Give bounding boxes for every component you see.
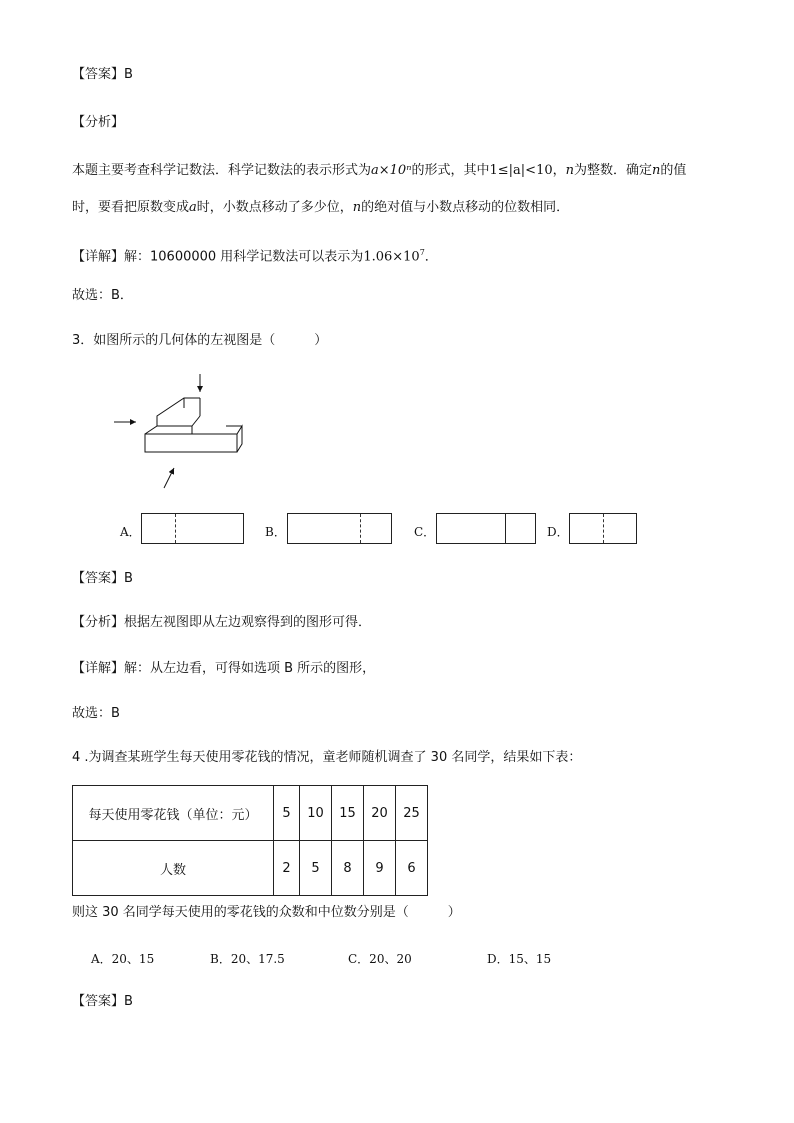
option-d-label: D． <box>547 525 569 539</box>
answer-label: 【答案】B <box>72 994 133 1009</box>
pocket-money-table <box>72 785 428 896</box>
analysis-text: ， <box>552 163 566 178</box>
analysis-text: 的绝对值与小数点移动的位数相同． <box>361 200 570 215</box>
table-cell: 5 <box>274 786 300 841</box>
question-4: 4 .为调查某班学生每天使用零花钱的情况，童老师随机调查了 30 名同学，结果如下表： <box>72 750 582 765</box>
scientific-exponent: 7 <box>419 248 425 257</box>
analysis-text: 为整数．确定 <box>574 163 653 178</box>
choose-line: 故选：B <box>72 706 120 721</box>
scientific-base: 1.06×10 <box>363 249 420 265</box>
table-row <box>73 841 428 896</box>
table-cell: 15 <box>332 786 364 841</box>
analysis-line: 【分析】根据左视图即从左边观察得到的图形可得． <box>72 615 372 630</box>
table-cell: 10 <box>300 786 332 841</box>
detail-line: 【详解】解：从左边看，可得如选项 B 所示的图形， <box>72 661 376 676</box>
option-b-figure <box>287 513 392 544</box>
option-b: B．20、17.5 <box>210 952 285 966</box>
variable-a: a <box>189 200 197 215</box>
analysis-paragraph-line1 <box>72 162 686 180</box>
table-cell: 25 <box>396 786 428 841</box>
option-a-label: A． <box>120 525 141 539</box>
option-a: A．20、15 <box>91 952 155 966</box>
dashed-line <box>603 514 604 543</box>
option-b-label: B． <box>265 525 286 539</box>
analysis-text: 的值 <box>660 163 687 178</box>
geometry-figure <box>108 370 248 495</box>
dashed-line <box>360 514 361 543</box>
question-3: 3．如图所示的几何体的左视图是（ ） <box>72 333 328 348</box>
answer-label: 【答案】B <box>72 67 133 82</box>
detail-line <box>72 244 438 266</box>
option-c-figure <box>436 513 536 544</box>
arrow-front <box>164 468 174 488</box>
option-c-label: C． <box>414 525 436 539</box>
option-a-figure <box>141 513 244 544</box>
table-cell: 6 <box>396 841 428 896</box>
table-cell: 人数 <box>73 841 274 896</box>
choose-line: 故选：B． <box>72 288 133 303</box>
table-cell: 9 <box>364 841 396 896</box>
detail-text: 【详解】解：10600000 用科学记数法可以表示为 <box>72 249 364 265</box>
question-4-prompt: 则这 30 名同学每天使用的零花钱的众数和中位数分别是（ ） <box>72 905 461 920</box>
detail-text: ． <box>424 249 438 265</box>
analysis-heading: 【分析】 <box>72 115 125 130</box>
analysis-text: 时，小数点移动了多少位， <box>196 200 353 215</box>
variable-n: n <box>652 163 661 178</box>
option-d-figure <box>569 513 637 544</box>
analysis-text: 时，要看把原数变成 <box>72 200 190 215</box>
option-c: C．20、20 <box>348 952 412 966</box>
analysis-paragraph-line2 <box>72 199 569 217</box>
option-d: D．15、15 <box>487 952 552 966</box>
analysis-text: 的形式，其中 <box>411 163 490 178</box>
analysis-text: 本题主要考查科学记数法．科学记数法的表示形式为 <box>72 163 372 178</box>
table-cell: 20 <box>364 786 396 841</box>
table-cell: 每天使用零花钱（单位：元） <box>73 786 274 841</box>
table-cell: 8 <box>332 841 364 896</box>
range-formula: 1≤|a|<10 <box>489 163 553 178</box>
variable-n: n <box>565 163 574 178</box>
table-cell: 2 <box>274 841 300 896</box>
table-row <box>73 786 428 841</box>
variable-n: n <box>352 200 362 215</box>
table-cell: 5 <box>300 841 332 896</box>
dashed-line <box>175 514 176 543</box>
formula: a×10ⁿ <box>371 163 412 178</box>
answer-label: 【答案】B <box>72 571 133 586</box>
solid-line <box>505 514 506 543</box>
